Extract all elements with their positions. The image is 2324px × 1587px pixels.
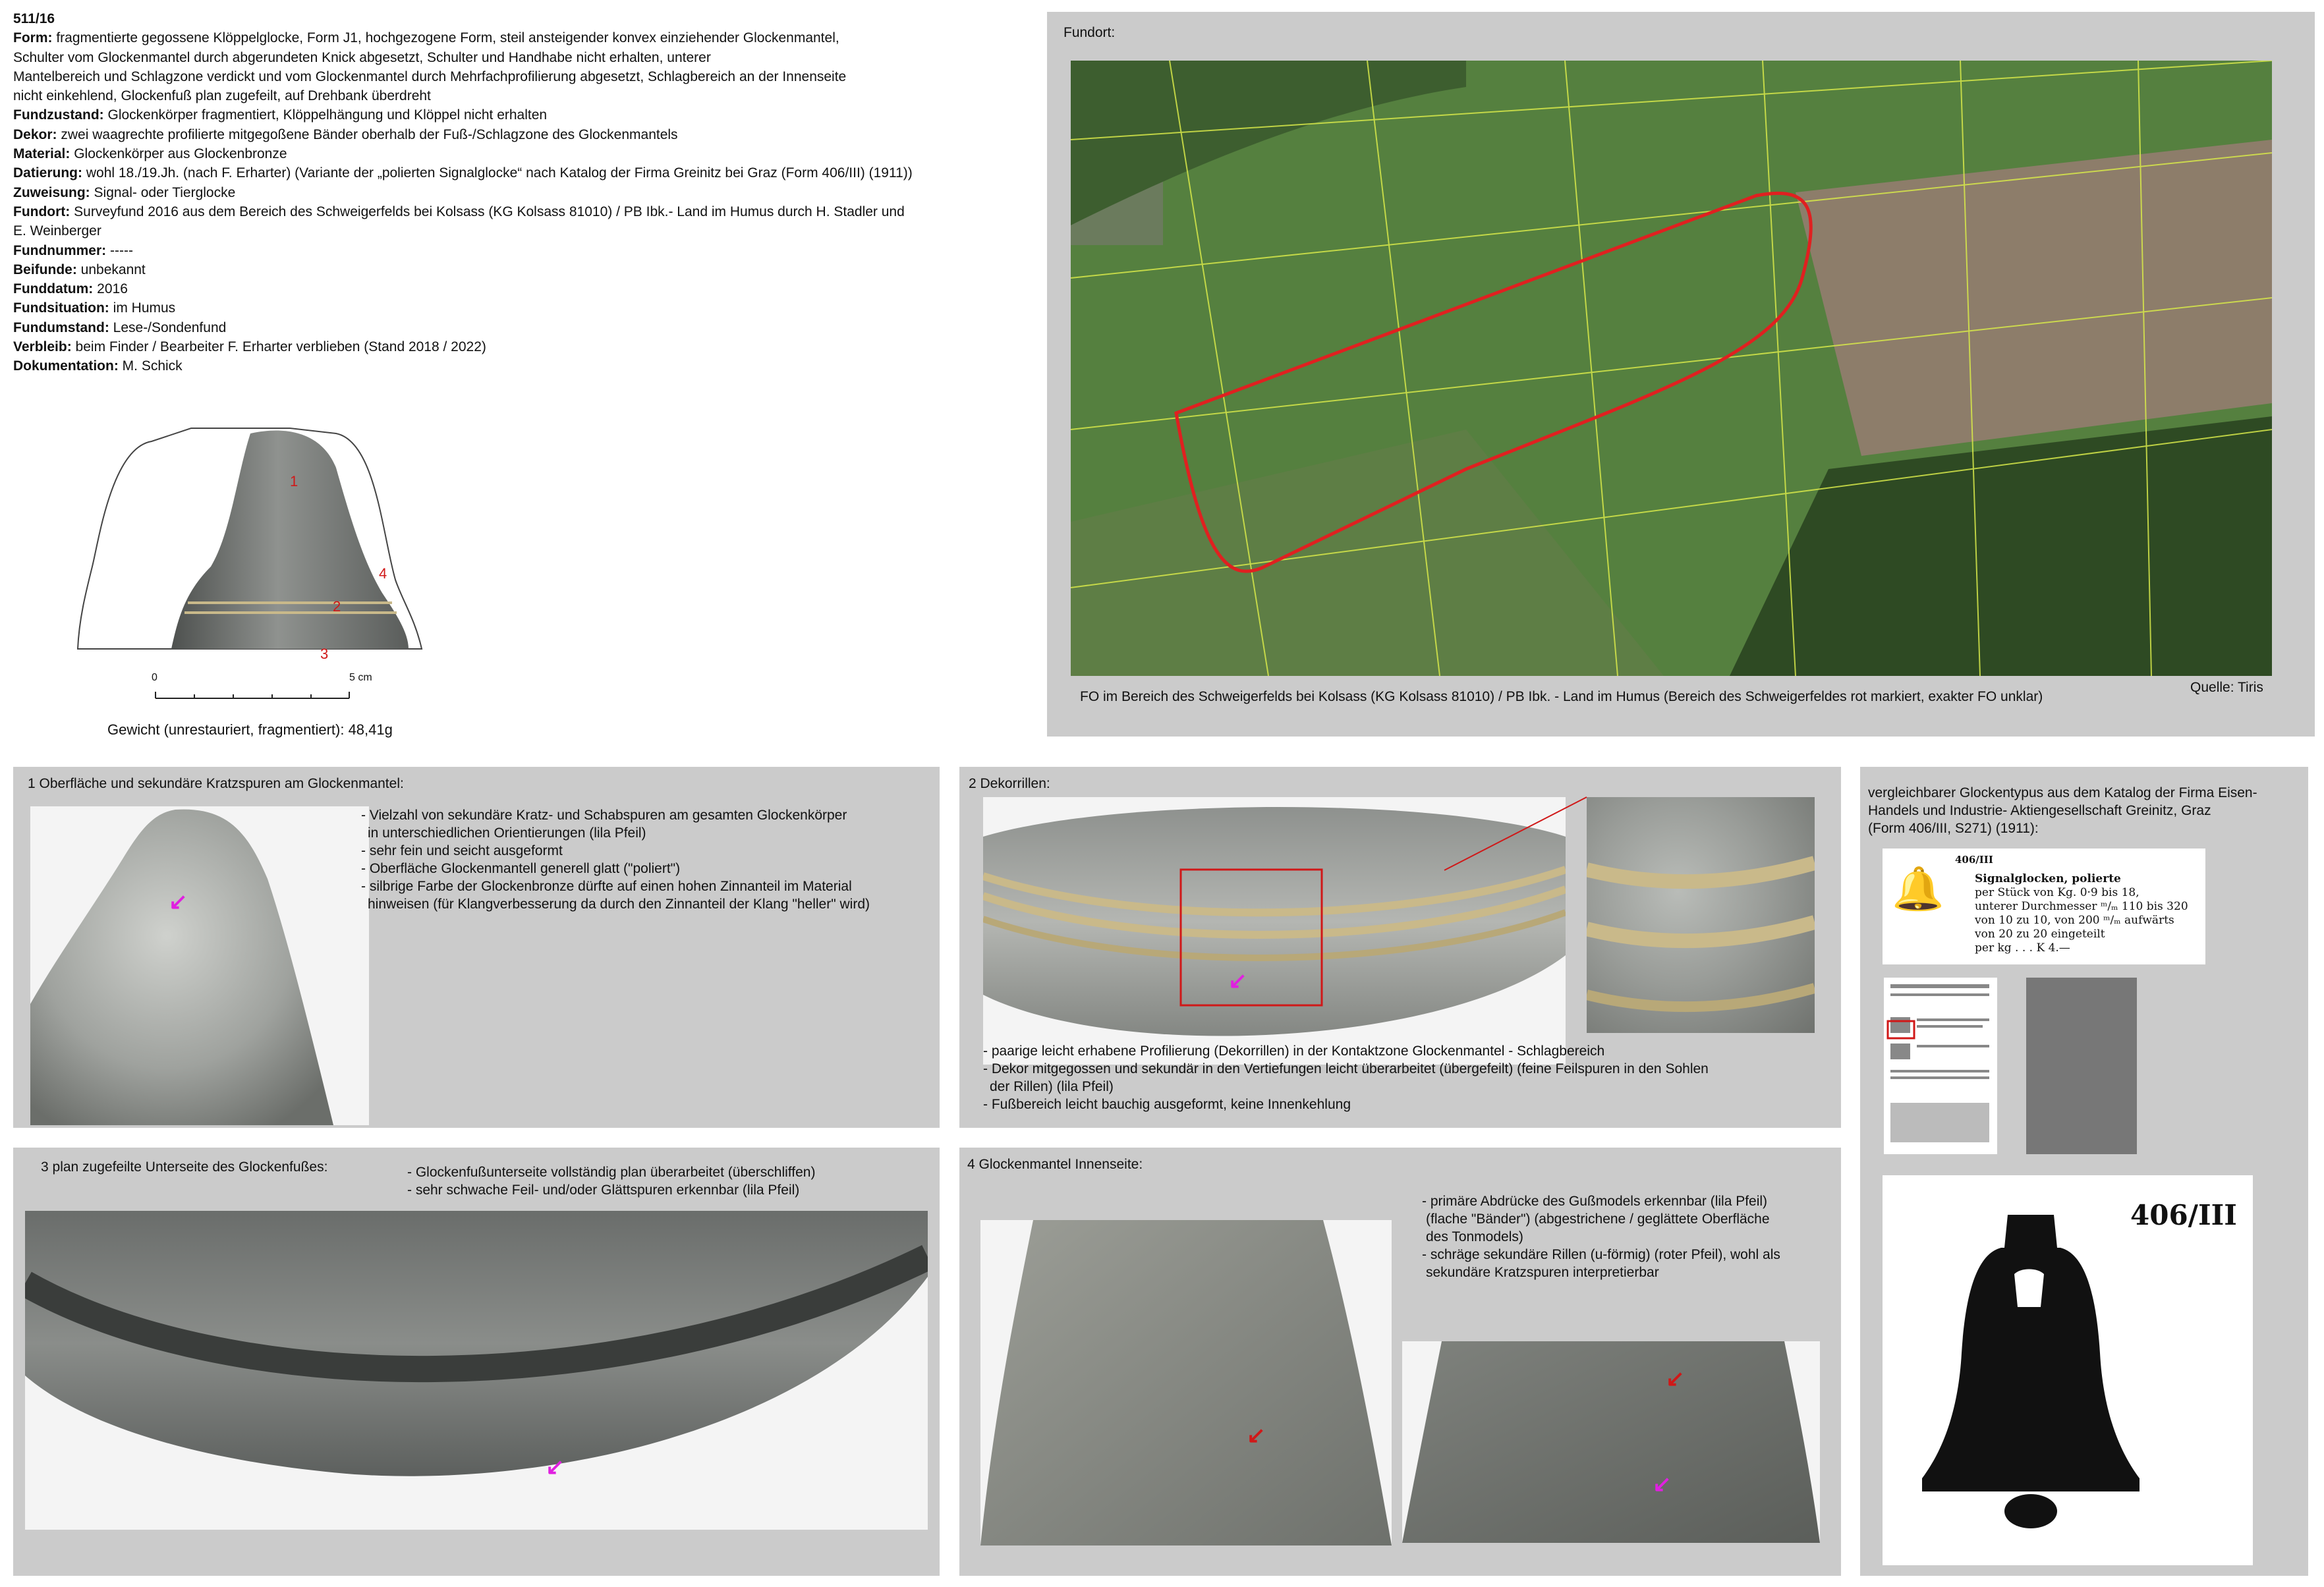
- field-zuweisung: Zuweisung: Signal- oder Tierglocke: [13, 184, 236, 200]
- weight-label: Gewicht (unrestauriert, fragmentiert): 48,41g: [107, 721, 393, 738]
- marker-3: 3: [320, 646, 329, 662]
- map-caption: FO im Bereich des Schweigerfelds bei Kolsass (KG Kolsass 81010) / PB Ibk. - Land im Humus (Bereich des Schweigerfeldes rot markiert, exakter FO unklar): [1080, 689, 2043, 704]
- scale-end: 5 cm: [349, 672, 372, 683]
- marker-4: 4: [379, 565, 387, 582]
- field-beifunde: Beifunde: unbekannt: [13, 262, 146, 277]
- photo-foot-underside: [25, 1211, 928, 1530]
- field-form-line-4: nicht einkehlend, Glockenfuß plan zugefeilt, auf Drehbank überdreht: [13, 88, 431, 104]
- panel-inner-mantle: [959, 1148, 1841, 1576]
- red-arrow: ↙: [1666, 1366, 1685, 1391]
- scale-bar: [152, 672, 376, 705]
- field-form-line-2: Schulter vom Glockenmantel durch abgerundeten Knick abgesetzt, Schulter und Handhabe nicht erhalten, unterer: [13, 49, 711, 65]
- purple-arrow: ↙: [169, 889, 188, 914]
- photo-inner-mantle: [980, 1220, 1392, 1545]
- panel2-title: 2 Dekorrillen:: [969, 776, 1050, 791]
- panel3-title: 3 plan zugefeilte Unterseite des Glockenfußes:: [41, 1159, 328, 1175]
- marker-2: 2: [333, 598, 341, 615]
- field-form: Form: fragmentierte gegossene Klöppelglocke, Form J1, hochgezogene Form, steil ansteigender konvex einziehender Glockenmantel,: [13, 30, 839, 46]
- panel1-description: - Vielzahl von sekundäre Kratz- und Schabspuren am gesamten Glockenkörper in unterschiedlichen Orientierungen (lila Pfeil) - sehr fein und seicht ausgeformt - Oberfläche Glockenmantell generell glatt ("poliert") - silbrige Farbe der Glockenbronze dürfte auf einen hohen Zinnanteil im Material hinweisen (für Klangverbesserung da durch den Zinnanteil der Klang "heller" wird): [361, 808, 870, 912]
- field-form-line-3: Mantelbereich und Schlagzone verdickt und vom Glockenmantel durch Mehrfachprofilierung abgesetzt, Schlagbereich an der Innenseite: [13, 69, 847, 84]
- red-arrow: ↙: [1247, 1423, 1266, 1448]
- purple-arrow: ↙: [1228, 968, 1247, 993]
- panel4-description: - primäre Abdrücke des Gußmodels erkennbar (lila Pfeil) (flache "Bänder") (abgestrichene / geglättete Oberfläche des Tonmodels) - schräge sekundäre Rillen (u-förmig) (roter Pfeil), wohl als sekundäre Kratzspuren interpretierbar: [1422, 1194, 1780, 1280]
- purple-arrow: ↙: [1653, 1472, 1672, 1497]
- panel4-title: 4 Glockenmantel Innenseite:: [967, 1157, 1143, 1172]
- marker-1: 1: [290, 473, 298, 489]
- panel-decor: [959, 767, 1841, 1128]
- bell-outline-svg: [72, 422, 448, 659]
- field-dekor: Dekor: zwei waagrechte profilierte mitgegoßene Bänder oberhalb der Fuß-/Schlagzone des Glockenmantels: [13, 126, 678, 142]
- map-panel: [1047, 12, 2315, 737]
- field-fundzustand: Fundzustand: Glockenkörper fragmentiert, Klöppelhängung und Klöppel nicht erhalten: [13, 107, 548, 123]
- cadastral-map-image: [1071, 61, 2272, 676]
- panel-surface: [13, 767, 940, 1128]
- catalog-large-bell: [1883, 1175, 2253, 1565]
- scale-start: 0: [152, 672, 157, 683]
- catalog-clip: [1883, 849, 2205, 964]
- map-title: Fundort:: [1063, 25, 1116, 40]
- field-verbleib: Verbleib: beim Finder / Bearbeiter F. Erharter verblieben (Stand 2018 / 2022): [13, 339, 486, 355]
- field-fundnummer: Fundnummer: -----: [13, 242, 133, 258]
- large-code: 406/III: [2130, 1199, 2237, 1231]
- field-dokumentation: Dokumentation: M. Schick: [13, 358, 183, 374]
- field-fundort: Fundort: Surveyfund 2016 aus dem Bereich des Schweigerfelds bei Kolsass (KG Kolsass 81010) / PB Ibk.- Land im Humus durch H. Stadler und: [13, 204, 905, 219]
- find-record: [13, 9, 913, 376]
- field-datierung: Datierung: wohl 18./19.Jh. (nach F. Erharter) (Variante der „polierten Signalglocke“ nach Katalog der Firma Greinitz bei Graz (Form 406/III) (1911)): [13, 165, 913, 181]
- bell-drawing: [72, 422, 448, 662]
- bell-icon: [1922, 1202, 2140, 1544]
- photo-surface: [30, 806, 369, 1125]
- catalog-title: vergleichbarer Glockentypus aus dem Katalog der Firma Eisen- Handels und Industrie- Aktiengesellschaft Greinitz, Graz (Form 406/III, S271) (1911):: [1868, 785, 2257, 836]
- panel1-title: 1 Oberfläche und sekundäre Kratzspuren am Glockenmantel:: [28, 776, 404, 791]
- catalog-page-thumbnail: [1884, 978, 1997, 1154]
- clip-code: 406/III: [1955, 854, 1993, 866]
- field-material: Material: Glockenkörper aus Glockenbronze: [13, 146, 287, 162]
- catalog-number: 511/16: [13, 11, 55, 26]
- panel3-description: - Glockenfußunterseite vollständig plan überarbeitet (überschliffen) - sehr schwache Feil- und/oder Glättspuren erkennbar (lila Pfeil): [407, 1165, 816, 1198]
- clip-text: Signalglocken, polierte per Stück von Kg. 0·9 bis 18, unterer Durchmesser ᵐ/ₘ 110 bis 320 von 10 zu 10, von 200 ᵐ/ₘ aufwärts von 20 zu 20 eingeteilt per kg . . . K 4.—: [1975, 872, 2188, 955]
- panel-foot-underside: [13, 1148, 940, 1576]
- map-source: Quelle: Tiris: [2190, 680, 2263, 695]
- panel-catalog: [1860, 767, 2308, 1576]
- panel2-description: - paarige leicht erhabene Profilierung (Dekorrillen) in der Kontaktzone Glockenmantel - Schlagbereich - Dekor mitgegossen und sekundär in den Vertiefungen leicht überarbeitet (übergefeilt) (feine Feilspuren in den Sohlen der Rillen) (lila Pfeil) - Fußbereich leicht bauchig ausgeformt, keine Innenkehlung: [983, 1044, 1709, 1112]
- field-funddatum: Funddatum: 2016: [13, 281, 128, 297]
- bell-photo-fragment: [171, 431, 409, 649]
- field-fundort-line-2: E. Weinberger: [13, 223, 101, 239]
- photo-inner-detail: [1402, 1341, 1820, 1543]
- clip-bell-icon: 🔔: [1892, 865, 1944, 914]
- field-fundumstand: Fundumstand: Lese-/Sondenfund: [13, 320, 227, 335]
- catalog-cover-thumbnail: [2026, 978, 2137, 1154]
- field-fundsituation: Fundsituation: im Humus: [13, 300, 176, 316]
- purple-arrow: ↙: [546, 1455, 565, 1480]
